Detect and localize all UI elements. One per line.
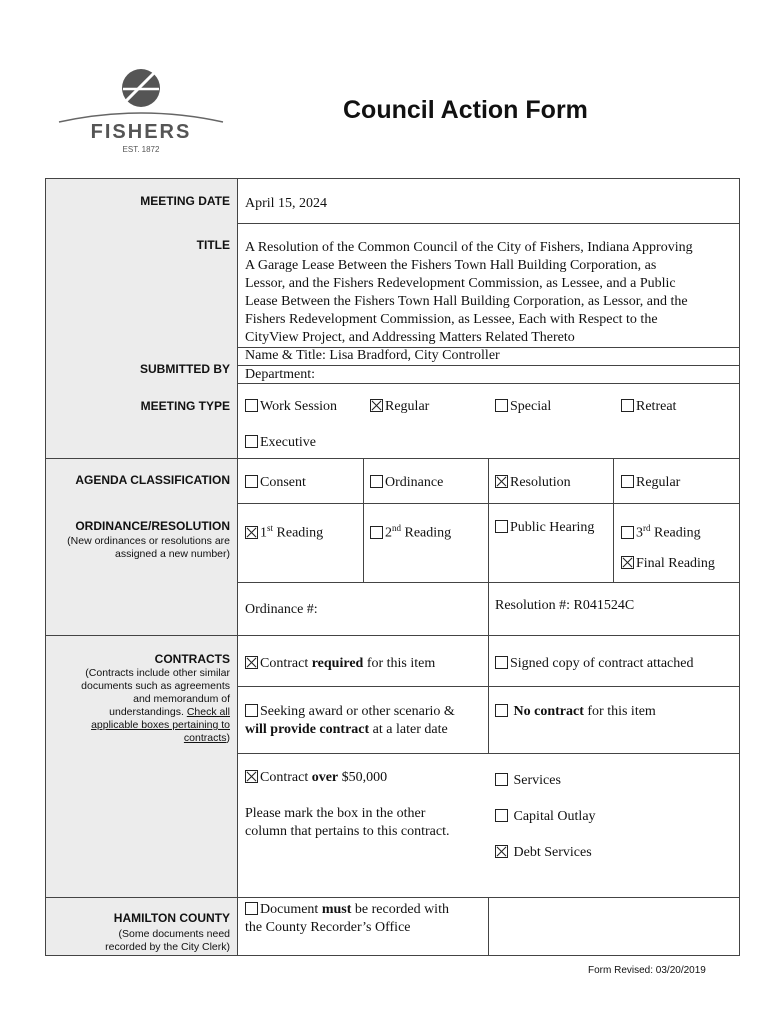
checkbox-box[interactable]	[245, 435, 258, 448]
fishers-logo	[55, 68, 230, 158]
checkbox-contract-over-50k[interactable]: Contract over $50,000	[245, 769, 387, 787]
checkbox-box[interactable]	[245, 770, 258, 783]
divider	[45, 458, 740, 459]
hamilton-note: (Some documents need recorded by the City Clerk)	[105, 928, 230, 953]
checkbox-debt-services[interactable]: Debt Services	[495, 844, 592, 862]
divider	[488, 582, 489, 635]
divider	[238, 753, 740, 754]
checkbox-second-reading[interactable]: 2nd Reading	[370, 519, 451, 543]
checkbox-box[interactable]	[495, 475, 508, 488]
title-value: A Resolution of the Common Council of the City of Fishers, Indiana Approving A Garage Lease Between the Fishers Town Hall Building Corporation, as Lessor, and the Fishers Redevelopment Commission, as Lessee, and a Public Lease Between the Fishers Town Hall Building Corporation, as Lessor, and the Fishers Redevelopment Commission, as Lessee, Each with Respect to the CityView Project, and Addressing Matters Related Thereto	[245, 240, 693, 345]
label-meeting-date: MEETING DATE	[140, 194, 230, 208]
checkbox-first-reading[interactable]: 1st Reading	[245, 519, 323, 543]
checkbox-box[interactable]	[370, 526, 383, 539]
submitted-name-title: Name & Title: Lisa Bradford, City Controller	[245, 348, 500, 363]
ordinance-number: Ordinance #:	[245, 602, 318, 617]
divider	[488, 458, 489, 582]
checkbox-box[interactable]	[495, 704, 508, 717]
checkbox-box[interactable]	[370, 475, 383, 488]
checkbox-services[interactable]: Services	[495, 772, 561, 790]
checkbox-county-recorder[interactable]: Document must be recorded with the County Recorder’s Office	[245, 902, 449, 935]
checkbox-signed-copy[interactable]: Signed copy of contract attached	[495, 655, 693, 673]
label-title: TITLE	[196, 238, 230, 252]
label-hamilton-county: HAMILTON COUNTY	[113, 911, 230, 925]
checkbox-box[interactable]	[245, 526, 258, 539]
checkbox-box[interactable]	[245, 475, 258, 488]
submitted-department: Department:	[245, 367, 315, 382]
divider	[613, 458, 614, 582]
checkbox-work-session[interactable]: Work Session	[245, 398, 337, 416]
divider	[363, 458, 364, 582]
checkbox-regular-agenda[interactable]: Regular	[621, 474, 680, 492]
checkbox-box[interactable]	[621, 556, 634, 569]
checkbox-capital-outlay[interactable]: Capital Outlay	[495, 808, 596, 826]
checkbox-box[interactable]	[495, 656, 508, 669]
checkbox-contract-required[interactable]: Contract required for this item	[245, 655, 435, 673]
divider	[238, 686, 740, 687]
divider	[45, 897, 740, 898]
checkbox-box[interactable]	[245, 704, 258, 717]
logo-est: EST. 1872	[122, 145, 160, 154]
divider	[238, 223, 740, 224]
checkbox-box[interactable]	[621, 526, 634, 539]
checkbox-box[interactable]	[495, 773, 508, 786]
logo-text: FISHERS	[90, 121, 192, 143]
divider	[488, 635, 489, 753]
divider	[488, 897, 489, 956]
form-revised-footer: Form Revised: 03/20/2019	[588, 965, 706, 976]
checkbox-retreat[interactable]: Retreat	[621, 398, 676, 416]
checkbox-regular-meeting[interactable]: Regular	[370, 398, 429, 416]
checkbox-special[interactable]: Special	[495, 398, 551, 416]
label-contracts: CONTRACTS	[154, 652, 230, 666]
checkbox-resolution[interactable]: Resolution	[495, 474, 571, 492]
checkbox-third-reading[interactable]: 3rd Reading	[621, 519, 701, 543]
label-meeting-type: MEETING TYPE	[140, 399, 230, 413]
checkbox-box[interactable]	[245, 656, 258, 669]
checkbox-seeking-award[interactable]: Seeking award or other scenario & will provide contract at a later date	[245, 704, 455, 737]
meeting-date-value: April 15, 2024	[245, 196, 328, 211]
checkbox-box[interactable]	[495, 809, 508, 822]
ordinance-resolution-note: (New ordinances or resolutions are assigned a new number)	[67, 535, 230, 560]
checkbox-box[interactable]	[370, 399, 383, 412]
checkbox-box[interactable]	[245, 902, 258, 915]
label-submitted-by: SUBMITTED BY	[140, 362, 230, 376]
checkbox-no-contract[interactable]: No contract for this item	[495, 703, 656, 721]
checkbox-public-hearing[interactable]: Public Hearing	[495, 519, 594, 537]
checkbox-box[interactable]	[495, 845, 508, 858]
contracts-note: (Contracts include other similar documents such as agreements and memorandum of understandings. Check all applicable boxes pertaining to contracts)	[81, 667, 230, 744]
label-ordinance-resolution: ORDINANCE/RESOLUTION	[75, 519, 230, 533]
checkbox-final-reading[interactable]: Final Reading	[621, 555, 715, 573]
checkbox-consent[interactable]: Consent	[245, 474, 306, 492]
checkbox-executive[interactable]: Executive	[245, 434, 316, 452]
divider	[45, 635, 740, 636]
divider	[238, 503, 740, 504]
label-agenda-classification: AGENDA CLASSIFICATION	[75, 473, 230, 487]
resolution-number: Resolution #: R041524C	[495, 598, 635, 613]
divider	[238, 582, 740, 583]
checkbox-ordinance[interactable]: Ordinance	[370, 474, 443, 492]
fishers-logo-mark	[55, 68, 230, 158]
checkbox-box[interactable]	[245, 399, 258, 412]
page-title: Council Action Form	[343, 96, 588, 124]
checkbox-box[interactable]	[495, 520, 508, 533]
contract-mark-note: Please mark the box in the other column that pertains to this contract.	[245, 806, 450, 839]
checkbox-box[interactable]	[621, 399, 634, 412]
checkbox-box[interactable]	[621, 475, 634, 488]
checkbox-box[interactable]	[495, 399, 508, 412]
